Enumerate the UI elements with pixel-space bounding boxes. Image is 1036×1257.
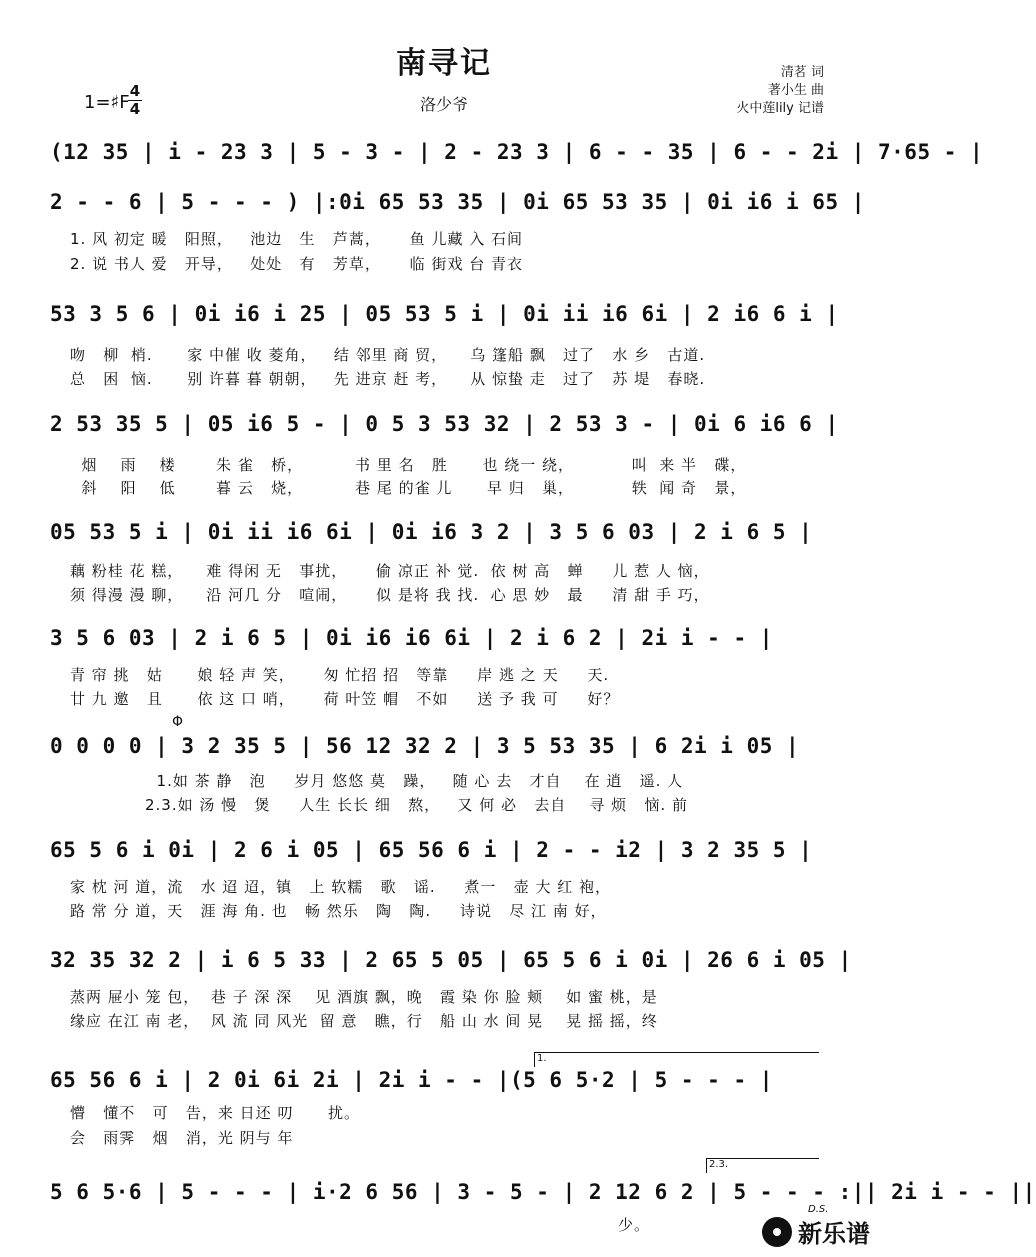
- notation-line-7: 0 0 0 0 | 3 2 35 5 | 56 12 32 2 | 3 5 53 35 | 6 2i i 05 |: [50, 734, 800, 758]
- lyric-line-8-verse-1: 家 枕 河 道，流 水 迢 迢，镇 上 软糯 歌 谣. 煮一 壶 大 红 袍，: [70, 878, 612, 896]
- song-title: 南寻记: [396, 46, 492, 81]
- lyric-line-6-verse-1: 青 帘 挑 姑 娘 轻 声 笑， 匆 忙招 招 等靠 岸 逃 之 天 天.: [70, 666, 610, 684]
- key-signature: 1=♯F: [84, 92, 130, 113]
- site-logo: [762, 1214, 870, 1249]
- lyric-line-8-verse-2: 路 常 分 道，天 涯 海 角. 也 畅 然乐 陶 陶. 诗说 尽 江 南 好，: [70, 902, 607, 920]
- lyric-line-5-verse-2: 须 得漫 漫 聊， 沿 河几 分 喧闹， 似 是将 我 找. 心 思 妙 最 清 甜 手 巧，: [70, 586, 710, 604]
- disc-icon: [762, 1217, 792, 1247]
- lyric-line-7-verse-2: 2.3.如 汤 慢 煲 人生 长长 细 熬， 又 何 必 去自 寻 烦 恼. 前: [70, 796, 688, 814]
- singer-name: 洛少爷: [419, 95, 468, 114]
- notation-line-5: 05 53 5 i | 0i ii i6 6i | 0i i6 3 2 | 3 5 6 03 | 2 i 6 5 |: [50, 520, 813, 544]
- lyric-line-11: 少。: [70, 1216, 650, 1234]
- notation-line-11: 5 6 5·6 | 5 - - - | i·2 6 56 | 3 - 5 - | 2 12 6 2 | 5 - - - :|| 2i i - - ||: [50, 1180, 1036, 1204]
- lyric-line-3-verse-2: 总 困 恼. 别 许暮 暮 朝朝， 先 进京 赶 考， 从 惊蛰 走 过了 苏 堤 春晓.: [70, 370, 706, 388]
- lyric-line-4-verse-1: 烟 雨 楼 朱 雀 桥， 书 里 名 胜 也 绕一 绕， 叫 来 半 碟，: [70, 456, 747, 474]
- notation-line-9: 32 35 32 2 | i 6 5 33 | 2 65 5 05 | 65 5 6 i 0i | 26 6 i 05 |: [50, 948, 852, 972]
- volta-2-3: 2.3.: [706, 1158, 819, 1173]
- credits: [736, 64, 824, 118]
- lyric-line-10-verse-1: 懵 懂不 可 告，来 日还 叨 扰。: [70, 1104, 361, 1122]
- time-signature: [128, 84, 142, 117]
- credit-composer: 著小生 曲: [767, 83, 824, 98]
- meter-top: 4: [129, 82, 141, 100]
- notation-line-3: 53 3 5 6 | 0i i6 i 25 | 05 53 5 i | 0i ii i6 6i | 2 i6 6 i |: [50, 302, 839, 326]
- lyric-line-5-verse-1: 藕 粉桂 花 糕， 难 得闲 无 事扰， 偷 凉正 补 觉. 依 树 高 蝉 儿 惹 人 恼，: [70, 562, 710, 580]
- notation-line-6: 3 5 6 03 | 2 i 6 5 | 0i i6 i6 6i | 2 i 6 2 | 2i i - - |: [50, 626, 773, 650]
- lyric-line-3-verse-1: 吻 柳 梢. 家 中催 收 菱角， 结 邻里 商 贸， 乌 篷船 飘 过了 水 乡 古道.: [70, 346, 706, 364]
- meter-bottom: 4: [129, 100, 141, 118]
- notation-line-10: 65 56 6 i | 2 0i 6i 2i | 2i i - - |(5 6 5·2 | 5 - - - |: [50, 1068, 773, 1092]
- credit-lyricist: 清茗 词: [780, 65, 824, 80]
- lyric-line-9-verse-1: 蒸两 屉小 笼 包， 巷 子 深 深 见 酒旗 飘，晚 霞 染 你 脸 颊 如 蜜 桃，是: [70, 988, 658, 1006]
- volta-1: 1.: [534, 1052, 819, 1067]
- lyric-line-4-verse-2: 斜 阳 低 暮 云 烧， 巷 尾 的雀 儿 早 归 巢， 轶 闻 奇 景，: [70, 479, 747, 497]
- lyric-line-2-verse-1: 1. 风 初定 暖 阳照， 池边 生 芦蒿， 鱼 儿藏 入 石间: [70, 230, 523, 248]
- notation-line-4: 2 53 35 5 | 05 i6 5 - | 0 5 3 53 32 | 2 53 3 - | 0i 6 i6 6 |: [50, 412, 839, 436]
- lyric-line-7-verse-1: 1.如 茶 静 泡 岁月 悠悠 莫 躁， 随 心 去 才自 在 逍 遥. 人: [70, 772, 684, 790]
- coda-sign: Φ: [172, 714, 184, 730]
- credit-transcriber: 火中莲lily 记谱: [736, 101, 824, 116]
- lyric-line-2-verse-2: 2. 说 书人 爱 开导， 处处 有 芳草， 临 街戏 台 青衣: [70, 255, 523, 273]
- notation-line-2: 2 - - 6 | 5 - - - ) |:0i 65 53 35 | 0i 65 53 35 | 0i i6 i 65 |: [50, 190, 865, 214]
- ds-marker: D.S.: [808, 1204, 829, 1215]
- lyric-line-10-verse-2: 会 雨霁 烟 消，光 阴与 年: [70, 1129, 294, 1147]
- notation-line-1: (12 35 | i - 23 3 | 5 - 3 - | 2 - 23 3 | 6 - - 35 | 6 - - 2i | 7·65 - |: [50, 140, 984, 164]
- notation-line-8: 65 5 6 i 0i | 2 6 i 05 | 65 56 6 i | 2 - - i2 | 3 2 35 5 |: [50, 838, 813, 862]
- lyric-line-9-verse-2: 缘应 在江 南 老， 风 流 同 风光 留 意 瞧，行 船 山 水 间 晃 晃 摇 摇，终: [70, 1012, 658, 1030]
- lyric-line-6-verse-2: 廿 九 邀 且 依 这 口 哨， 荷 叶笠 帽 不如 送 予 我 可 好？: [70, 690, 620, 708]
- logo-text: 新乐谱: [798, 1220, 870, 1248]
